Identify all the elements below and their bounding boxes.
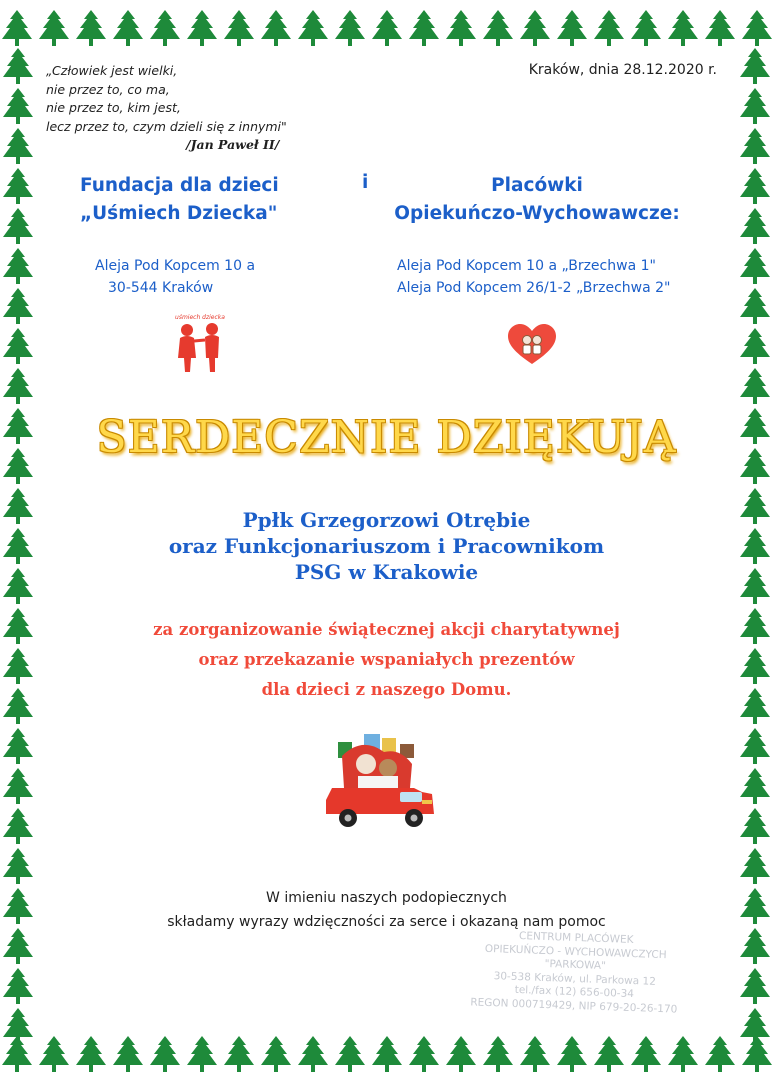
tree-icon — [705, 1036, 735, 1072]
tree-icon — [740, 808, 770, 844]
tree-icon — [3, 288, 33, 324]
tree-icon — [740, 48, 770, 84]
institutions-address-line2: Aleja Pod Kopcem 26/1-2 „Brzechwa 2" — [397, 280, 671, 296]
quote-line: nie przez to, kim jest, — [46, 100, 181, 115]
gift-car-icon — [322, 730, 438, 840]
tree-icon — [557, 10, 587, 46]
tree-icon — [740, 248, 770, 284]
tree-icon — [668, 1036, 698, 1072]
tree-icon — [520, 1036, 550, 1072]
institutions-address-line1: Aleja Pod Kopcem 10 a „Brzechwa 1" — [397, 258, 656, 274]
tree-icon — [113, 10, 143, 46]
tree-icon — [3, 928, 33, 964]
stamp-line: "PARKOWA" — [544, 957, 607, 973]
tree-icon — [3, 568, 33, 604]
foundation-name — [80, 172, 279, 228]
tree-icon — [3, 768, 33, 804]
tree-icon — [740, 368, 770, 404]
svg-text:uśmiech dziecka: uśmiech dziecka — [175, 314, 225, 321]
tree-icon — [3, 528, 33, 564]
stamp-line: 30-538 Kraków, ul. Parkowa 12 — [493, 969, 657, 988]
tree-icon — [740, 528, 770, 564]
tree-icon — [740, 568, 770, 604]
tree-icon — [372, 1036, 402, 1072]
tree-icon — [740, 648, 770, 684]
main-title: SERDECZNIE DZIĘKUJĄ — [96, 412, 677, 463]
tree-icon — [224, 1036, 254, 1072]
tree-icon — [298, 10, 328, 46]
tree-icon — [187, 1036, 217, 1072]
tree-icon — [335, 1036, 365, 1072]
tree-icon — [3, 328, 33, 364]
institutions-name — [382, 172, 692, 228]
children-logo-icon — [172, 310, 228, 376]
tree-icon — [740, 448, 770, 484]
tree-icon — [3, 168, 33, 204]
tree-icon — [372, 10, 402, 46]
tree-icon — [740, 288, 770, 324]
foundation-address-line1: Aleja Pod Kopcem 10 a — [95, 258, 256, 274]
tree-icon — [3, 888, 33, 924]
tree-icon — [740, 888, 770, 924]
tree-icon — [3, 808, 33, 844]
stamp-line: REGON 000719429, NIP 679-20-26-170 — [470, 995, 678, 1016]
tree-icon — [409, 10, 439, 46]
tree-icon — [740, 608, 770, 644]
tree-icon — [3, 488, 33, 524]
tree-icon — [3, 968, 33, 1004]
quote-line: nie przez to, co ma, — [46, 81, 170, 97]
recipient-block — [0, 507, 773, 585]
tree-icon — [76, 10, 106, 46]
closing-line: W imieniu naszych podopiecznych — [266, 890, 507, 906]
tree-icon — [409, 1036, 439, 1072]
stamp-line: tel./fax (12) 656-00-34 — [514, 983, 635, 1001]
heart-logo-icon — [508, 324, 556, 366]
reason-line: za zorganizowanie świątecznej akcji charytatywnej — [153, 620, 620, 639]
tree-icon — [446, 10, 476, 46]
recipient-line: Ppłk Grzegorzowi Otrębie — [242, 508, 531, 532]
tree-icon — [261, 1036, 291, 1072]
stamp-line: CENTRUM PLACÓWEK — [518, 930, 634, 947]
institutions-name-line2: Opiekuńczo-Wychowawcze: — [394, 203, 680, 224]
tree-icon — [3, 688, 33, 724]
tree-icon — [3, 48, 33, 84]
quote-line: „Człowiek jest wielki, — [46, 63, 178, 78]
reason-line: dla dzieci z naszego Domu. — [261, 680, 512, 699]
foundation-address — [95, 255, 255, 299]
tree-icon — [705, 10, 735, 46]
tree-icon — [3, 608, 33, 644]
tree-icon — [742, 10, 772, 46]
reason-block — [0, 615, 773, 705]
tree-icon — [594, 1036, 624, 1072]
tree-icon — [3, 408, 33, 444]
tree-icon — [261, 10, 291, 46]
tree-icon — [631, 1036, 661, 1072]
reason-line: oraz przekazanie wspaniałych prezentów — [198, 650, 575, 669]
tree-icon — [740, 848, 770, 884]
tree-icon — [3, 368, 33, 404]
tree-icon — [2, 10, 32, 46]
tree-icon — [740, 128, 770, 164]
tree-icon — [557, 1036, 587, 1072]
closing-block — [0, 886, 773, 934]
quote-author: /Jan Paweł II/ — [186, 137, 280, 152]
recipient-line: oraz Funkcjonariuszom i Pracownikom — [168, 534, 605, 558]
conjunction: i — [362, 172, 369, 193]
tree-icon — [39, 10, 69, 46]
tree-icon — [740, 928, 770, 964]
tree-icon — [76, 1036, 106, 1072]
foundation-address-line2: 30-544 Kraków — [108, 280, 214, 296]
tree-icon — [740, 168, 770, 204]
tree-icon — [740, 408, 770, 444]
tree-icon — [631, 10, 661, 46]
tree-icon — [150, 1036, 180, 1072]
tree-icon — [3, 1008, 33, 1044]
tree-icon — [3, 448, 33, 484]
tree-icon — [740, 488, 770, 524]
foundation-name-line2: „Uśmiech Dziecka" — [80, 203, 278, 224]
tree-icon — [446, 1036, 476, 1072]
stamp-line: OPIEKUŃCZO - WYCHOWAWCZYCH — [484, 942, 667, 961]
tree-icon — [520, 10, 550, 46]
tree-icon — [740, 968, 770, 1004]
tree-icon — [740, 728, 770, 764]
closing-line: składamy wyrazy wdzięczności za serce i okazaną nam pomoc — [167, 914, 606, 930]
tree-icon — [740, 328, 770, 364]
tree-icon — [483, 10, 513, 46]
institution-stamp — [454, 928, 697, 1017]
tree-icon — [3, 128, 33, 164]
document-date: Kraków, dnia 28.12.2020 r. — [528, 62, 717, 78]
tree-icon — [113, 1036, 143, 1072]
institutions-name-line1: Placówki — [491, 175, 583, 196]
quote-line: lecz przez to, czym dzieli się z innymi" — [46, 118, 287, 134]
recipient-line: PSG w Krakowie — [294, 560, 479, 584]
tree-icon — [3, 728, 33, 764]
tree-icon — [483, 1036, 513, 1072]
tree-icon — [740, 88, 770, 124]
foundation-name-line1: Fundacja dla dzieci — [80, 175, 279, 196]
tree-icon — [594, 10, 624, 46]
quote-block — [46, 62, 346, 155]
tree-icon — [224, 10, 254, 46]
tree-icon — [3, 208, 33, 244]
tree-icon — [3, 88, 33, 124]
tree-icon — [3, 648, 33, 684]
tree-icon — [740, 768, 770, 804]
tree-icon — [3, 248, 33, 284]
tree-icon — [740, 688, 770, 724]
institutions-address — [397, 255, 671, 299]
tree-icon — [668, 10, 698, 46]
tree-icon — [298, 1036, 328, 1072]
tree-icon — [150, 10, 180, 46]
tree-icon — [39, 1036, 69, 1072]
tree-icon — [187, 10, 217, 46]
tree-icon — [335, 10, 365, 46]
tree-icon — [740, 208, 770, 244]
tree-icon — [3, 848, 33, 884]
tree-icon — [740, 1008, 770, 1044]
